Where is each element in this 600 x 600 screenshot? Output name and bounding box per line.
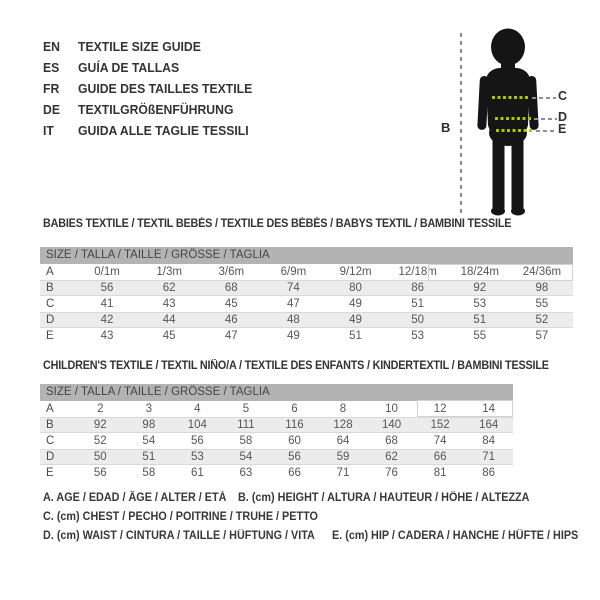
size-cell: 58 (142, 467, 156, 479)
size-cell: 52 (535, 314, 549, 326)
size-cell: 5 (242, 403, 250, 415)
size-cell: 18/24m (460, 266, 499, 278)
legend (43, 488, 600, 545)
row-label: D (46, 314, 55, 326)
size-cell: 46 (224, 314, 238, 326)
size-cell: 51 (142, 451, 156, 463)
size-cell: 51 (349, 330, 362, 342)
hip-body-dots (496, 129, 534, 132)
size-cell: 4 (194, 403, 201, 415)
language-code: FR (43, 81, 60, 96)
size-cell: 9/12m (339, 266, 372, 278)
size-cell: 71 (336, 467, 350, 479)
size-cell: 49 (349, 298, 362, 310)
waist-label: D (558, 110, 568, 124)
size-cell: 44 (162, 314, 176, 326)
size-cell: 1/3m (156, 266, 182, 278)
size-cell: 53 (411, 330, 425, 342)
size-cell: 56 (190, 435, 204, 447)
size-cell: 8 (339, 403, 347, 415)
size-cell: 66 (433, 451, 447, 463)
size-cell: 74 (287, 282, 300, 294)
size-cell: 68 (385, 435, 398, 447)
size-cell: 47 (224, 330, 238, 342)
language-row (43, 120, 263, 141)
chest-body-dots (492, 96, 530, 99)
size-cell: 81 (433, 467, 447, 479)
size-cell: 50 (411, 314, 425, 326)
section-title-babies: BABIES TEXTILE / TEXTIL BEBÉS / TEXTILE DES BÉBÉS / BABYS TEXTIL / BAMBINI TESSILE (43, 218, 512, 230)
size-cell: 104 (187, 419, 207, 431)
legend-item: A. AGE / EDAD / ÂGE / ALTER / ETÀ (43, 492, 227, 504)
language-list (43, 36, 263, 141)
size-cell: 53 (190, 451, 204, 463)
hip-label: E (558, 122, 567, 136)
table-row (40, 296, 573, 312)
size-cell: 14 (482, 403, 496, 415)
size-cell: 64 (336, 435, 350, 447)
row-label: A (46, 266, 54, 278)
size-cell: 6/9m (280, 266, 307, 278)
row-label: D (46, 451, 55, 463)
size-cell: 84 (482, 435, 496, 447)
size-cell: 24/36m (522, 266, 562, 278)
row-label: C (46, 435, 55, 447)
row-label: A (46, 403, 54, 415)
legend-item: B. (cm) HEIGHT / ALTURA / HAUTEUR / HÖHE / ALTEZZA (238, 492, 530, 504)
size-cell: 61 (190, 467, 204, 479)
size-cell: 76 (385, 467, 398, 479)
size-cell: 62 (162, 282, 176, 294)
size-cell: 80 (349, 282, 362, 294)
size-cell: 58 (239, 435, 253, 447)
table-row (40, 328, 573, 344)
size-cell: 98 (535, 282, 549, 294)
size-cell: 111 (237, 419, 255, 431)
language-code: IT (43, 123, 54, 138)
size-cell: 56 (288, 451, 301, 463)
section-title-children: CHILDREN'S TEXTILE / TEXTIL NIÑO/A / TEXTILE DES ENFANTS / KINDERTEXTIL / BAMBINI TESSILE (43, 360, 549, 372)
size-cell: 140 (381, 419, 402, 431)
row-label: E (46, 467, 54, 479)
table-row (40, 433, 513, 449)
size-cell: 43 (100, 330, 114, 342)
row-label: B (46, 282, 54, 294)
size-cell: 50 (93, 451, 107, 463)
language-title: GUIDA ALLE TAGLIE TESSILI (78, 123, 249, 138)
size-cell: 71 (482, 451, 496, 463)
size-cell: 55 (535, 298, 549, 310)
table-row (40, 417, 513, 433)
legend-item: D. (cm) WAIST / CINTURA / TAILLE / HÜFTUNG / VITA (43, 530, 315, 542)
size-cell: 55 (473, 330, 487, 342)
table-row (40, 449, 513, 465)
size-cell: 63 (239, 467, 253, 479)
row-label: C (46, 298, 55, 310)
size-cell: 47 (287, 298, 300, 310)
height-measure-line (460, 33, 462, 216)
size-cell: 0/1m (94, 266, 120, 278)
row-label: E (46, 330, 54, 342)
size-cell: 86 (482, 467, 496, 479)
size-cell: 52 (93, 435, 107, 447)
size-cell: 3/6m (218, 266, 245, 278)
table-row (40, 465, 513, 481)
size-cell: 62 (385, 451, 398, 463)
language-row (43, 78, 263, 99)
size-cell: 68 (224, 282, 238, 294)
size-cell: 92 (93, 419, 107, 431)
language-title: GUIDE DES TAILLES TEXTILE (78, 81, 253, 96)
language-code: DE (43, 102, 60, 117)
language-code: ES (43, 60, 60, 75)
size-cell: 3 (145, 403, 153, 415)
chest-extension-dash (532, 97, 556, 99)
size-cell: 49 (287, 330, 300, 342)
size-cell: 152 (430, 419, 450, 431)
size-cell: 60 (288, 435, 301, 447)
children-size-highlight-box (417, 400, 513, 417)
size-cell: 56 (100, 282, 114, 294)
language-code: EN (43, 39, 60, 54)
size-cell: 51 (411, 298, 425, 310)
size-cell: 74 (433, 435, 447, 447)
row-label: B (46, 419, 54, 431)
height-label: B (441, 120, 451, 135)
language-title: GUÍA DE TALLAS (78, 60, 180, 75)
size-cell: 57 (535, 330, 549, 342)
babies-size-header-bar: SIZE / TALLA / TAILLE / GRÖSSE / TAGLIA (40, 247, 573, 264)
legend-item: E. (cm) HIP / CADERA / HANCHE / HÜFTE / HIPS (332, 530, 579, 542)
size-cell: 49 (349, 314, 362, 326)
language-row (43, 99, 263, 120)
language-row (43, 57, 263, 78)
size-cell: 56 (93, 467, 107, 479)
size-cell: 128 (333, 419, 353, 431)
size-cell: 48 (287, 314, 300, 326)
size-cell: 12/18m (398, 266, 437, 278)
hip-extension-dash (536, 130, 557, 132)
size-cell: 45 (162, 330, 176, 342)
size-cell: 54 (142, 435, 156, 447)
size-cell: 116 (285, 419, 304, 431)
size-cell: 53 (473, 298, 487, 310)
table-row (40, 312, 573, 328)
size-cell: 98 (142, 419, 156, 431)
size-cell: 43 (162, 298, 176, 310)
language-title: TEXTILGRÖßENFÜHRUNG (78, 102, 234, 117)
size-cell: 51 (473, 314, 487, 326)
language-row (43, 36, 263, 57)
language-title: TEXTILE SIZE GUIDE (78, 39, 201, 54)
size-cell: 59 (336, 451, 350, 463)
size-cell: 45 (224, 298, 238, 310)
size-cell: 54 (239, 451, 253, 463)
chest-label: C (558, 89, 568, 103)
children-size-header-bar: SIZE / TALLA / TAILLE / GRÖSSE / TAGLIA (40, 384, 513, 401)
child-silhouette (477, 27, 539, 219)
size-cell: 10 (385, 403, 398, 415)
size-cell: 92 (473, 282, 487, 294)
size-cell: 12 (433, 403, 447, 415)
size-cell: 6 (291, 403, 298, 415)
size-cell: 2 (97, 403, 104, 415)
legend-item: C. (cm) CHEST / PECHO / POITRINE / TRUHE / PETTO (43, 511, 318, 523)
table-row (40, 280, 573, 296)
size-cell: 42 (100, 314, 114, 326)
babies-size-highlight-box (428, 264, 573, 281)
size-cell: 86 (411, 282, 425, 294)
waist-body-dots (495, 117, 532, 120)
size-cell: 164 (479, 419, 499, 431)
size-cell: 41 (100, 298, 114, 310)
size-cell: 66 (288, 467, 301, 479)
waist-extension-dash (534, 118, 557, 120)
